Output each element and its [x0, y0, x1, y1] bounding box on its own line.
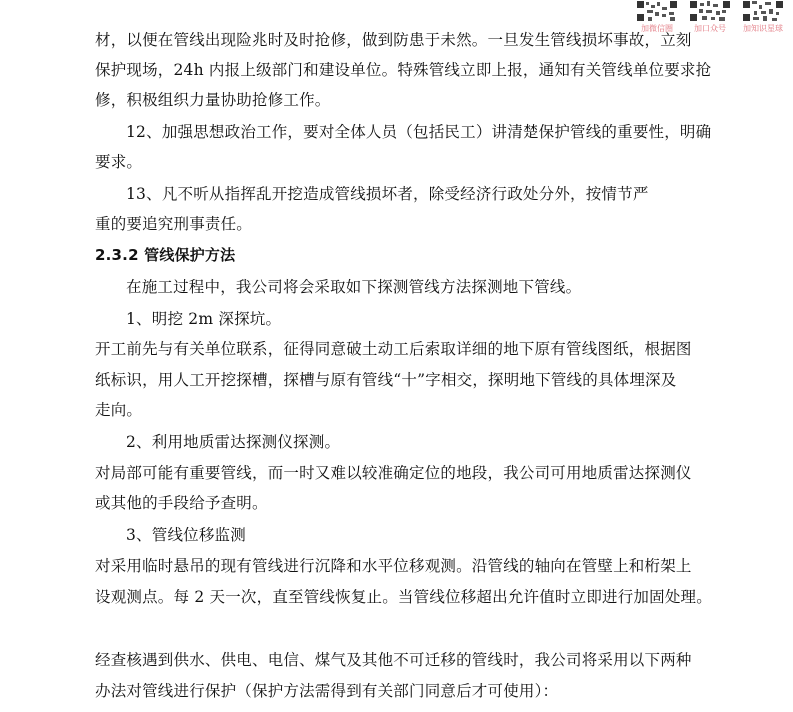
text-line: 对采用临时悬吊的现有管线进行沉降和水平位移观测。沿管线的轴向在管壁上和桁架上 — [95, 557, 692, 575]
qr-code-strip — [633, 0, 793, 34]
text-line: 材，以便在管线出现险兆时及时抢修，做到防患于未然。一旦发生管线损坏事故，立刻 — [95, 31, 692, 49]
text-line: 纸标识，用人工开挖探槽，探槽与原有管线“十”字相交，探明地下管线的具体埋深及 — [95, 371, 677, 389]
text-line: 12、加强思想政治工作，要对全体人员（包括民工）讲清楚保护管线的重要性，明确 — [126, 123, 712, 141]
text-line: 走向。 — [95, 401, 143, 419]
text-line: 要求。 — [95, 153, 143, 171]
text-line: 或其他的手段给予查明。 — [95, 494, 268, 512]
knowledge-planet-qr-label: 加知识星球 — [743, 24, 783, 33]
text-line: 保护现场，24h 内报上级部门和建设单位。特殊管线立即上报，通知有关管线单位要求抢 — [95, 61, 712, 79]
knowledge-planet-qr-icon[interactable] — [742, 0, 784, 22]
wechat-qr-label: 加微信圈 — [641, 24, 673, 33]
official-account-qr-icon[interactable] — [689, 0, 731, 22]
official-account-qr-label: 加口众号 — [694, 24, 726, 33]
section-heading: 2.3.2 管线保护方法 — [95, 246, 236, 264]
text-line: 经查核遇到供水、供电、电信、煤气及其他不可迁移的管线时，我公司将采用以下两种 — [95, 651, 692, 669]
text-line: 设观测点。每 2 天一次，直至管线恢复止。当管线位移超出允许值时立即进行加固处理。 — [95, 588, 712, 606]
wechat-qr-icon[interactable] — [636, 0, 678, 22]
text-line: 开工前先与有关单位联系，征得同意破土动工后索取详细的地下原有管线图纸，根据图 — [95, 340, 692, 358]
text-line: 13、凡不听从指挥乱开挖造成管线损坏者，除受经济行政处分外，按情节严 — [126, 185, 649, 203]
text-line: 2、利用地质雷达探测仪探测。 — [126, 433, 341, 451]
text-line: 对局部可能有重要管线，而一时又难以较准确定位的地段，我公司可用地质雷达探测仪 — [95, 464, 692, 482]
text-line: 修，积极组织力量协助抢修工作。 — [95, 91, 331, 109]
text-line: 在施工过程中，我公司将会采取如下探测管线方法探测地下管线。 — [126, 278, 582, 296]
text-line: 3、管线位移监测 — [126, 526, 246, 544]
text-line: 重的要追究刑事责任。 — [95, 215, 253, 233]
text-line: 办法对管线进行保护（保护方法需得到有关部门同意后才可使用）： — [95, 682, 559, 700]
text-line: 1、明挖 2m 深探坑。 — [126, 310, 282, 328]
